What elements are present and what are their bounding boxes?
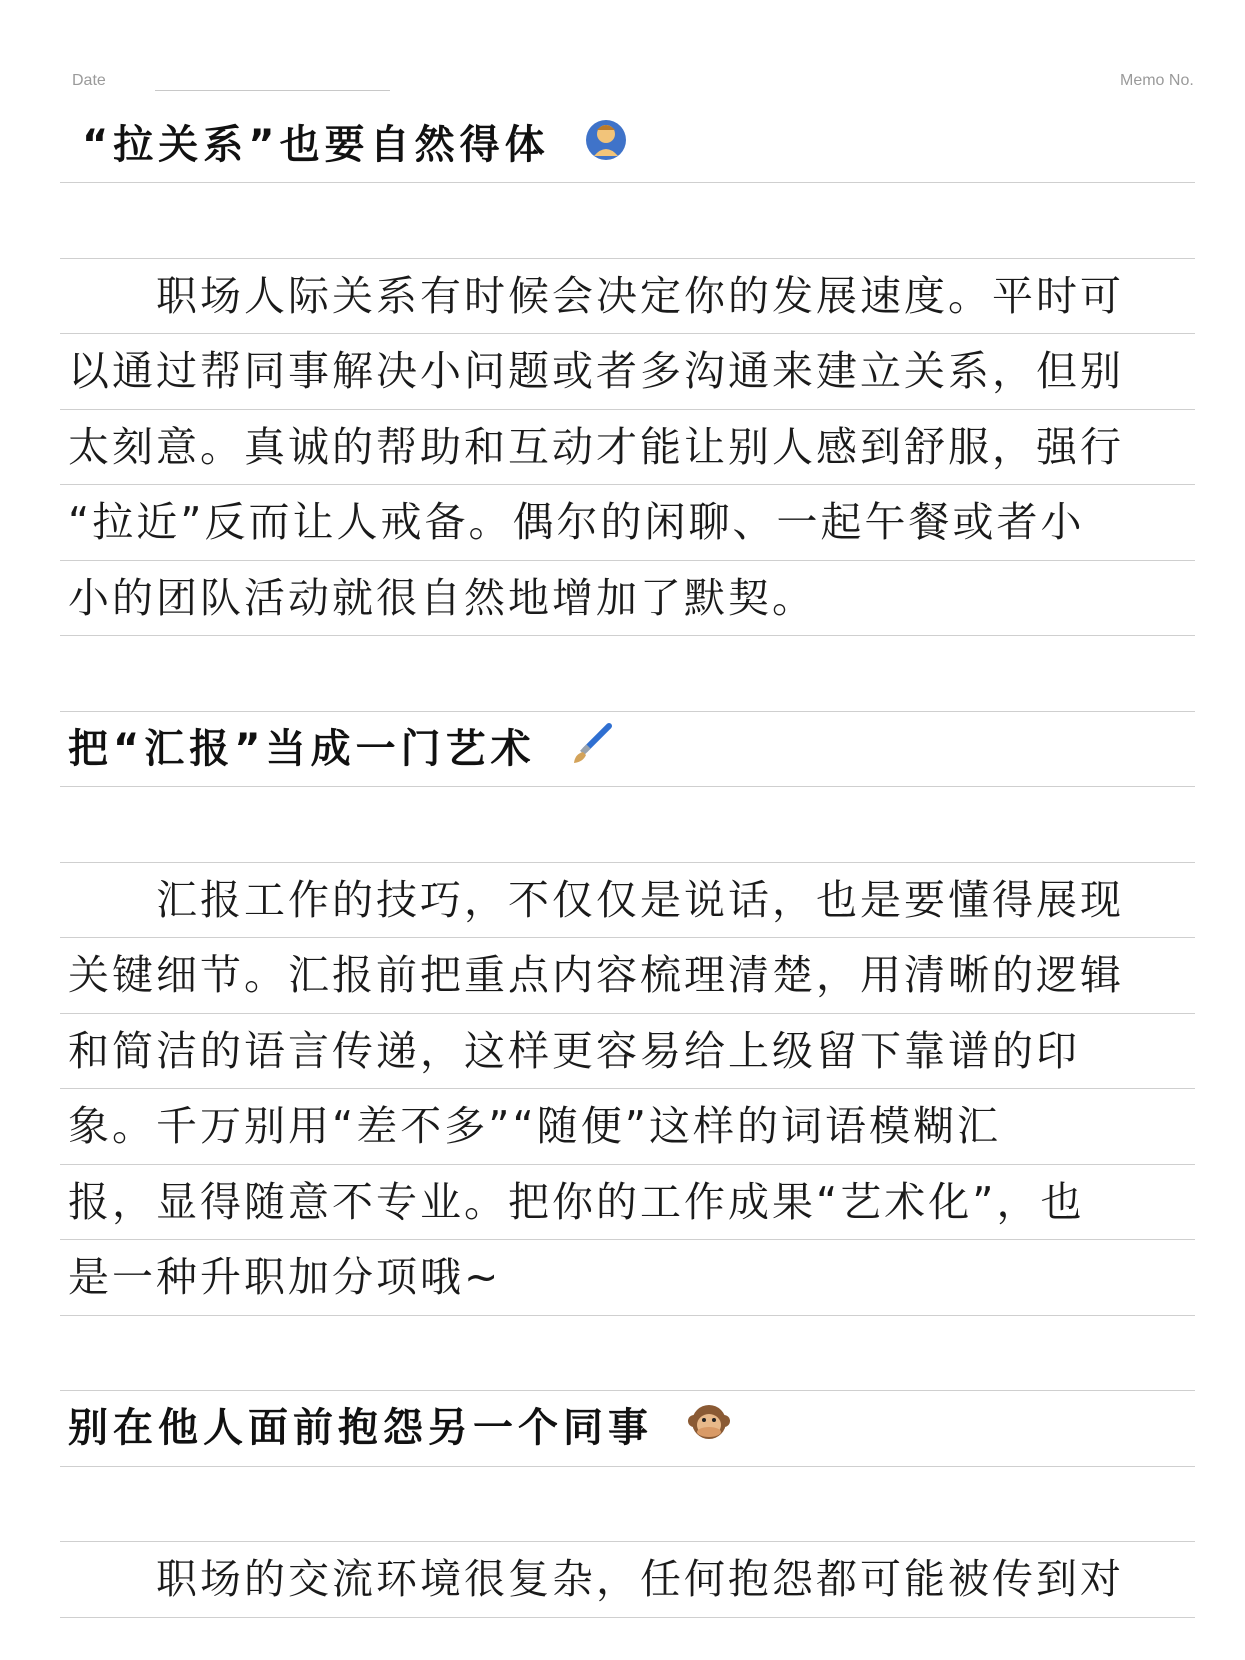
rule-line <box>60 560 1195 561</box>
rule-line <box>60 635 1195 636</box>
section-title-text: 把“汇报”当成一门艺术 <box>68 726 536 772</box>
paragraph-line: 象。千万别用“差不多”“随便”这样的词语模糊汇 <box>68 1102 1001 1150</box>
section-title-text: 别在他人面前抱怨另一个同事 <box>68 1405 653 1451</box>
paragraph-line: 职场人际关系有时候会决定你的发展速度。平时可 <box>68 272 1124 320</box>
paintbrush-icon <box>569 720 615 783</box>
rule-line <box>60 862 1195 863</box>
rule-line <box>60 1315 1195 1316</box>
paragraph-line: 和简洁的语言传递，这样更容易给上级留下靠谱的印 <box>68 1027 1080 1075</box>
rule-line <box>60 1617 1195 1618</box>
rule-line <box>60 711 1195 712</box>
person-bowing-icon <box>583 116 629 179</box>
date-underline <box>155 90 390 91</box>
paragraph-line: 关键细节。汇报前把重点内容梳理清楚，用清晰的逻辑 <box>68 951 1124 999</box>
speak-no-evil-monkey-icon <box>686 1399 732 1462</box>
date-label: Date <box>72 72 106 89</box>
paragraph-line: 职场的交流环境很复杂，任何抱怨都可能被传到对 <box>68 1555 1124 1603</box>
paragraph-line: “拉近”反而让人戒备。偶尔的闲聊、一起午餐或者小 <box>68 498 1085 546</box>
rule-line <box>60 937 1195 938</box>
rule-line <box>60 1088 1195 1089</box>
rule-line <box>60 1013 1195 1014</box>
paragraph-line: 小的团队活动就很自然地增加了默契。 <box>68 574 816 622</box>
rule-line <box>60 333 1195 334</box>
section-title <box>82 115 629 175</box>
paragraph-line: 以通过帮同事解决小问题或者多沟通来建立关系，但别 <box>68 347 1124 395</box>
rule-line <box>60 1390 1195 1391</box>
rule-line <box>60 484 1195 485</box>
paragraph-line: 报，显得随意不专业。把你的工作成果“艺术化”，也 <box>68 1178 1085 1226</box>
rule-line <box>60 1164 1195 1165</box>
paragraph-line: 汇报工作的技巧，不仅仅是说话，也是要懂得展现 <box>68 876 1124 924</box>
paragraph-line: 是一种升职加分项哦~ <box>68 1253 502 1301</box>
rule-line <box>60 409 1195 410</box>
paragraph-line: 太刻意。真诚的帮助和互动才能让别人感到舒服，强行 <box>68 423 1124 471</box>
rule-line <box>60 1466 1195 1467</box>
section-title-text: “拉关系”也要自然得体 <box>82 122 550 168</box>
section-title <box>68 1398 732 1458</box>
rule-line <box>60 1541 1195 1542</box>
rule-line <box>60 258 1195 259</box>
rule-line <box>60 182 1195 183</box>
memo-label: Memo No. <box>1120 72 1194 89</box>
rule-line <box>60 786 1195 787</box>
rule-line <box>60 1239 1195 1240</box>
section-title <box>68 719 615 779</box>
